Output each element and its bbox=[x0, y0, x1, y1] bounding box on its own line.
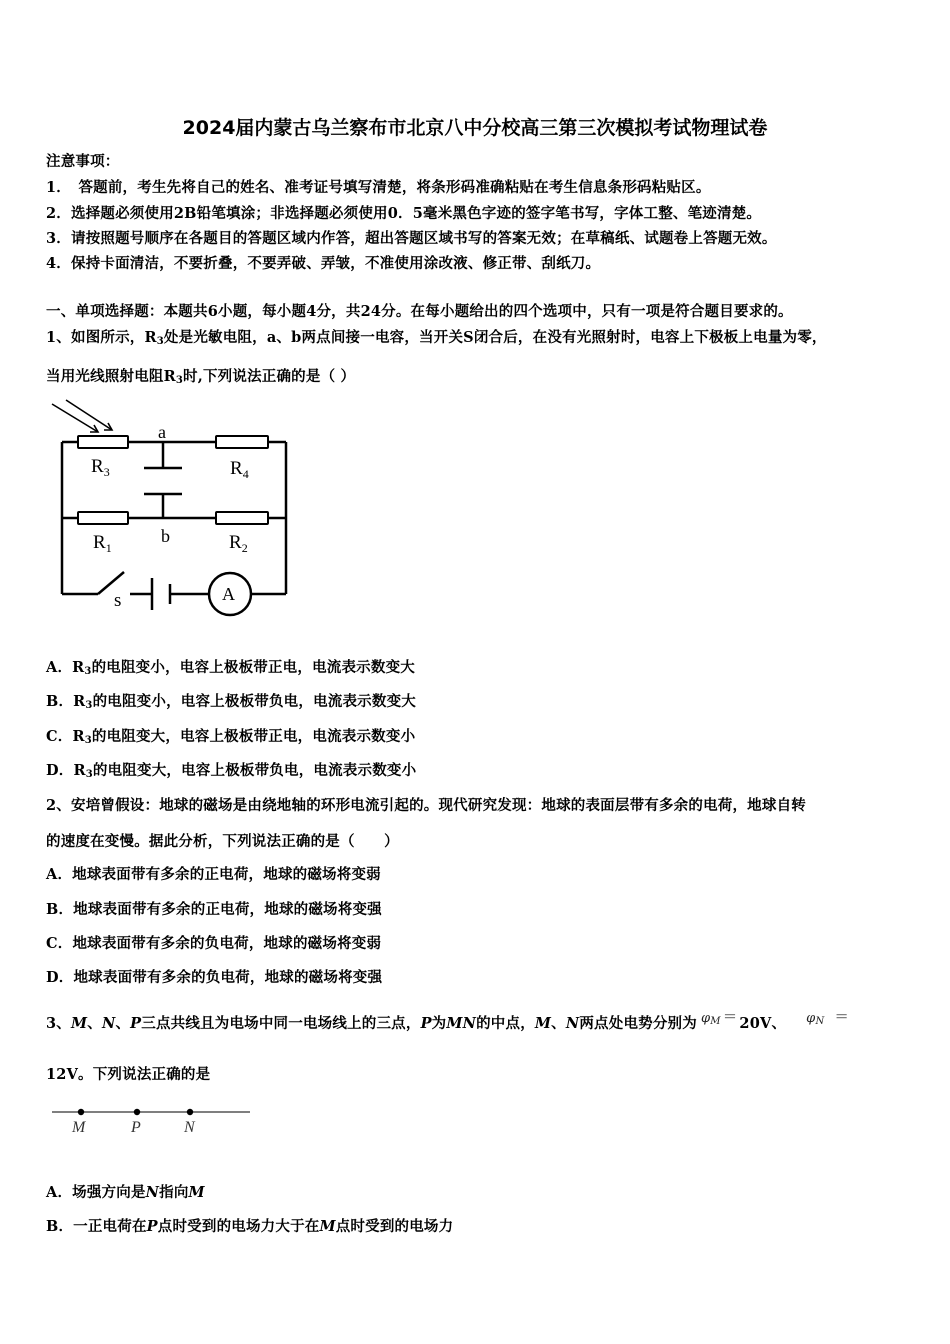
label-r4: $R_4$ bbox=[230, 458, 249, 481]
q2-option-c: C．地球表面带有多余的负电荷，地球的磁场将变弱 bbox=[46, 935, 382, 952]
q2-option-d: D．地球表面带有多余的负电荷，地球的磁场将变强 bbox=[46, 969, 383, 986]
label-s: s bbox=[114, 590, 122, 611]
page-title: 2024届内蒙古乌兰察布市北京八中分校高三第三次模拟考试物理试卷 bbox=[182, 117, 768, 139]
section-heading: 一、单项选择题：本题共6小题，每小题4分，共24分。在每小题给出的四个选项中，只有一项是符合题目要求的。 bbox=[46, 303, 793, 320]
q3-option-a: A．场强方向是N指向M bbox=[46, 1184, 205, 1201]
q1-subscript: 3 bbox=[175, 375, 184, 386]
resistor-r1 bbox=[78, 512, 128, 524]
q1-stem-line1 bbox=[46, 326, 827, 347]
label-a: a bbox=[158, 422, 166, 442]
q2-stem-line1: 2、安培曾假设：地球的磁场是由绕地轴的环形电流引起的。现代研究发现：地球的表面层带有多余的电荷，地球自转 bbox=[46, 797, 806, 814]
q3-stem-line1: 3、M、N、P三点共线且为电场中同一电场线上的三点，P为MN的中点，M、N两点处电势分别为 $\varphi_M = 20V$、 $\varphi_N$ ＝ bbox=[46, 1010, 850, 1032]
q1-text: 处是光敏电阻，a、b两点间接一电容，当开关S闭合后，在没有光照射时，电容上下极板上电量为零， bbox=[163, 329, 827, 346]
phi-n-symbol: $\varphi_N$ bbox=[806, 1011, 825, 1027]
q1-option-c: C．$R_3$的电阻变大，电容上极板带正电，电流表示数变小 bbox=[46, 728, 416, 746]
q3-option-b: B．一正电荷在P点时受到的电场力大于在M点时受到的电场力 bbox=[46, 1218, 454, 1235]
q2-option-b: B．地球表面带有多余的正电荷，地球的磁场将变强 bbox=[46, 901, 382, 918]
q1-option-a: A．$R_3$的电阻变小，电容上极板带正电，电流表示数变大 bbox=[46, 659, 415, 677]
notice-item-1: 1． 答题前，考生先将自己的姓名、准考证号填写清楚，将条形码准确粘贴在考生信息条形码粘贴区。 bbox=[46, 179, 711, 196]
notice-item-3: 3．请按照题号顺序在各题目的答题区域内作答，超出答题区域书写的答案无效；在草稿纸、试题卷上答题无效。 bbox=[46, 230, 777, 247]
ammeter-label: A bbox=[222, 584, 235, 604]
q2-stem-line2: 的速度在变慢。据此分析，下列说法正确的是（ ） bbox=[46, 833, 399, 850]
q1-text: 当用光线照射电阻R bbox=[46, 368, 176, 385]
label-r3: $R_3$ bbox=[91, 456, 110, 479]
label-b: b bbox=[161, 526, 170, 546]
light-ray-icon bbox=[52, 400, 112, 432]
q1-text: 1、如图所示，R bbox=[46, 329, 157, 346]
phi-m-symbol: $\varphi_M$ bbox=[700, 1011, 721, 1027]
circuit-diagram bbox=[40, 398, 300, 623]
q1-stem-line2 bbox=[46, 365, 355, 386]
label-m: M bbox=[72, 1119, 86, 1136]
q1-option-d: D．$R_3$的电阻变大，电容上极板带负电，电流表示数变小 bbox=[46, 762, 417, 780]
label-r2: $R_2$ bbox=[229, 532, 248, 555]
q1-option-b: B．$R_3$的电阻变小，电容上极板带负电，电流表示数变大 bbox=[46, 693, 416, 711]
notice-item-4: 4．保持卡面清洁，不要折叠，不要弄破、弄皱，不准使用涂改液、修正带、刮纸刀。 bbox=[46, 255, 601, 272]
q1-subscript: 3 bbox=[156, 336, 164, 347]
label-p: P bbox=[131, 1119, 141, 1136]
q1-text: 时,下列说法正确的是（ ） bbox=[183, 368, 356, 385]
resistor-r3 bbox=[78, 436, 128, 448]
q3-stem-line2: 12V。下列说法正确的是 bbox=[46, 1066, 211, 1083]
resistor-r4 bbox=[216, 436, 268, 448]
resistor-r2 bbox=[216, 512, 268, 524]
notice-heading: 注意事项： bbox=[46, 153, 120, 170]
point-n bbox=[187, 1109, 193, 1115]
q2-option-a: A．地球表面带有多余的正电荷，地球的磁场将变弱 bbox=[46, 866, 381, 883]
notice-item-2: 2．选择题必须使用2B铅笔填涂；非选择题必须使用0．5毫米黑色字迹的签字笔书写，字体工整、笔迹清楚。 bbox=[46, 205, 762, 222]
point-p bbox=[134, 1109, 140, 1115]
label-n: N bbox=[184, 1119, 195, 1136]
field-line-figure bbox=[48, 1098, 258, 1138]
point-m bbox=[78, 1109, 84, 1115]
label-r1: $R_1$ bbox=[93, 532, 112, 555]
